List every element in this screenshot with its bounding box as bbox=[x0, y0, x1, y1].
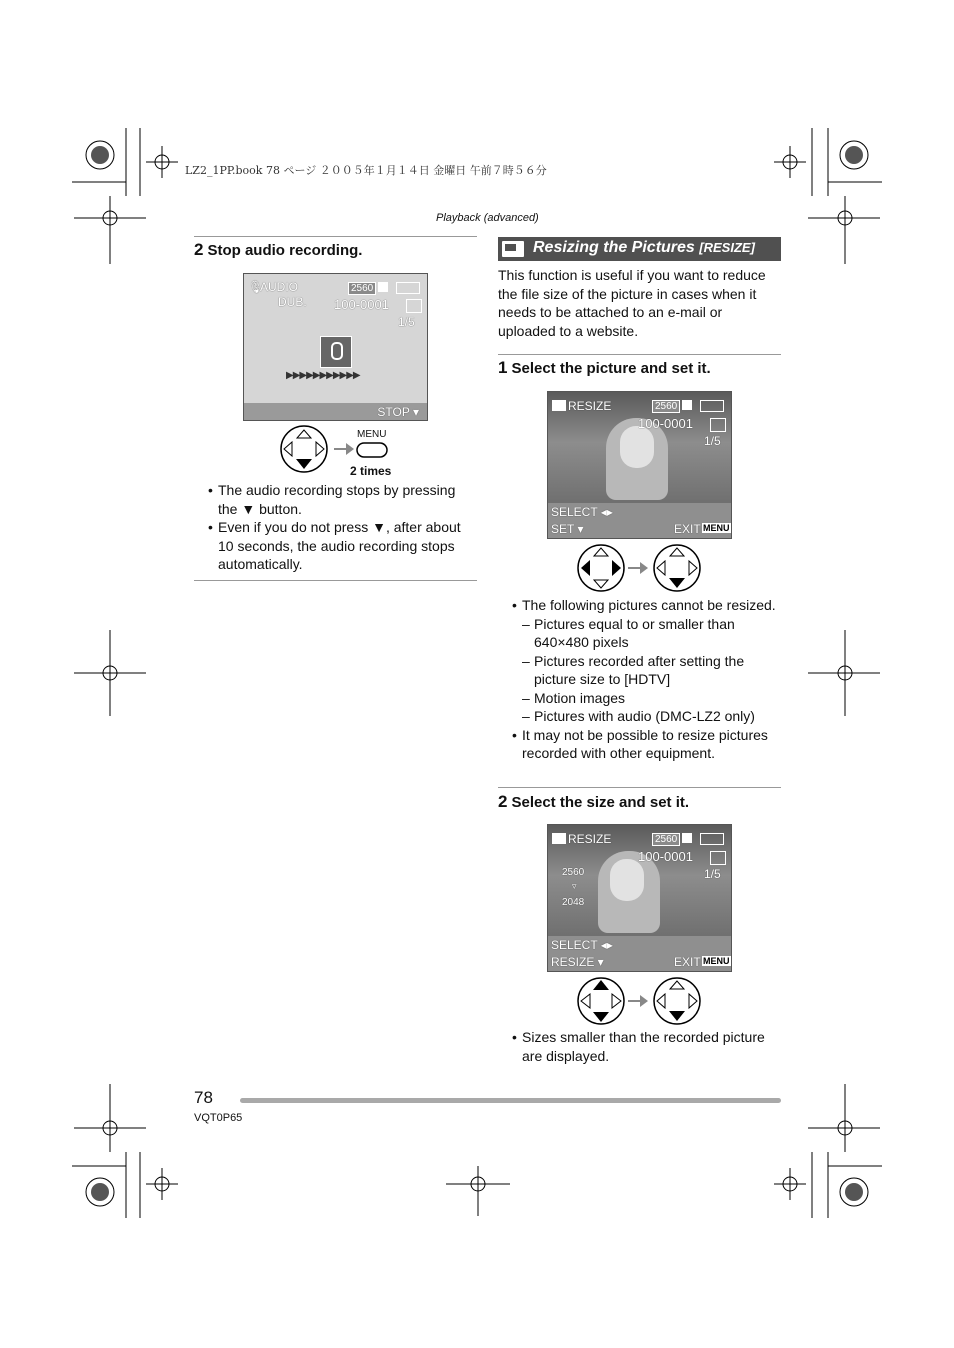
mic-icon: 🎙 bbox=[248, 280, 264, 294]
step-number: 2 bbox=[498, 792, 508, 811]
mode-line1: AUDIO bbox=[260, 280, 299, 294]
select-label: SELECT ◂▸ bbox=[551, 505, 613, 519]
sub-bullet-item: – Pictures equal to or smaller than 640×480 pixels bbox=[510, 615, 782, 652]
exit-label: EXIT bbox=[674, 955, 701, 969]
sub-bullet-item: – Motion images bbox=[510, 689, 782, 708]
size-indicator: 2560 bbox=[652, 400, 680, 413]
press-count-note: 2 times bbox=[350, 464, 392, 478]
picture-count: 1/5 bbox=[398, 315, 415, 329]
right-rule-1 bbox=[498, 354, 781, 355]
file-number: 100-0001 bbox=[334, 297, 389, 312]
footer-bar bbox=[240, 1098, 781, 1103]
exit-label: EXIT bbox=[674, 522, 701, 536]
resize-select-screen bbox=[547, 391, 732, 539]
file-number: 100-0001 bbox=[638, 849, 693, 864]
doc-code: VQT0P65 bbox=[194, 1112, 243, 1124]
quality-icon bbox=[682, 400, 692, 410]
stop-label: STOP ▾ bbox=[377, 405, 419, 419]
microphone-icon bbox=[320, 336, 352, 368]
original-size: 2560 bbox=[562, 867, 585, 878]
section-title: Resizing the Pictures [RESIZE] bbox=[533, 239, 755, 256]
size-indicator: 2560 bbox=[348, 282, 376, 295]
new-size: 2048 bbox=[562, 897, 585, 908]
size-list bbox=[560, 867, 594, 913]
left-step-heading bbox=[194, 240, 362, 260]
recording-progress: ▶▶▶▶▶▶▶▶▶▶▶ bbox=[286, 370, 360, 381]
quality-icon bbox=[682, 833, 692, 843]
resize-size-screen bbox=[547, 824, 732, 972]
picture-count: 1/5 bbox=[704, 867, 721, 881]
bullet-item: • The audio recording stops by pressing the ▼ button. bbox=[206, 481, 476, 518]
left-bottom-rule bbox=[194, 580, 477, 581]
cursor-buttons-step1-icon bbox=[576, 542, 704, 594]
mode-line2: DUB. bbox=[278, 295, 307, 309]
picture-count: 1/5 bbox=[704, 434, 721, 448]
mode-label: RESIZE bbox=[568, 832, 612, 846]
screen-bottom-bar bbox=[244, 403, 427, 420]
bullet-item: • The following pictures cannot be resized. bbox=[510, 596, 782, 615]
intro-paragraph: This function is useful if you want to reduce the file size of the picture in cases when it needs to be attached to an e-mail or uploaded to a website. bbox=[498, 267, 766, 339]
battery-icon bbox=[396, 282, 420, 294]
sub-bullet-item: – Pictures recorded after setting the picture size to [HDTV] bbox=[510, 652, 782, 689]
mode-label: RESIZE bbox=[568, 399, 612, 413]
step2-heading bbox=[498, 792, 689, 812]
step-number: 2 bbox=[194, 240, 204, 259]
step-title: Select the picture and set it. bbox=[511, 360, 711, 377]
step1-bullets bbox=[510, 596, 782, 763]
step2-bullets bbox=[510, 1028, 782, 1065]
menu-button-label: MENU bbox=[357, 429, 387, 440]
running-head: Playback (advanced) bbox=[436, 212, 539, 224]
bullet-item: • Sizes smaller than the recorded picture are displayed. bbox=[510, 1028, 782, 1065]
menu-badge: MENU bbox=[703, 956, 730, 966]
sub-bullet-item: – Pictures with audio (DMC-LZ2 only) bbox=[510, 707, 782, 726]
resize-mode-icon bbox=[552, 833, 566, 844]
page-number: 78 bbox=[194, 1088, 213, 1107]
battery-icon bbox=[700, 400, 724, 412]
step-title: Select the size and set it. bbox=[511, 794, 690, 811]
select-label: SELECT ◂▸ bbox=[551, 938, 613, 952]
down-arrow-icon: ▿ bbox=[572, 881, 577, 891]
internal-memory-icon bbox=[710, 418, 726, 432]
file-number: 100-0001 bbox=[638, 416, 693, 431]
right-rule-2 bbox=[498, 787, 781, 788]
internal-memory-icon bbox=[406, 299, 422, 313]
audio-dub-screen bbox=[243, 273, 428, 421]
set-label: SET ▾ bbox=[551, 522, 584, 536]
portrait-face bbox=[620, 426, 654, 468]
quality-icon bbox=[378, 282, 388, 292]
size-indicator: 2560 bbox=[652, 833, 680, 846]
step1-heading bbox=[498, 358, 711, 378]
resize-label: RESIZE ▾ bbox=[551, 955, 604, 969]
portrait-face bbox=[610, 859, 644, 901]
internal-memory-icon bbox=[710, 851, 726, 865]
print-file-header: LZ2_1PP.book 78 ページ ２００５年１月１４日 金曜日 午前７時５６分 bbox=[185, 164, 547, 177]
cursor-buttons-step2-icon bbox=[576, 975, 704, 1027]
resize-mode-icon bbox=[552, 400, 566, 411]
section-banner bbox=[498, 237, 781, 261]
left-top-rule bbox=[194, 236, 477, 237]
bullet-item: • It may not be possible to resize pictures recorded with other equipment. bbox=[510, 726, 782, 763]
screen-bottom-bar bbox=[548, 936, 731, 971]
step-number: 1 bbox=[498, 358, 508, 377]
resize-icon bbox=[502, 241, 524, 257]
menu-badge: MENU bbox=[703, 523, 730, 533]
bullet-item: • Even if you do not press ▼, after about 10 seconds, the audio recording stops automatically. bbox=[206, 518, 476, 574]
battery-icon bbox=[700, 833, 724, 845]
screen-bottom-bar bbox=[548, 503, 731, 538]
step-title: Stop audio recording. bbox=[207, 242, 363, 259]
left-bullets bbox=[206, 481, 476, 574]
